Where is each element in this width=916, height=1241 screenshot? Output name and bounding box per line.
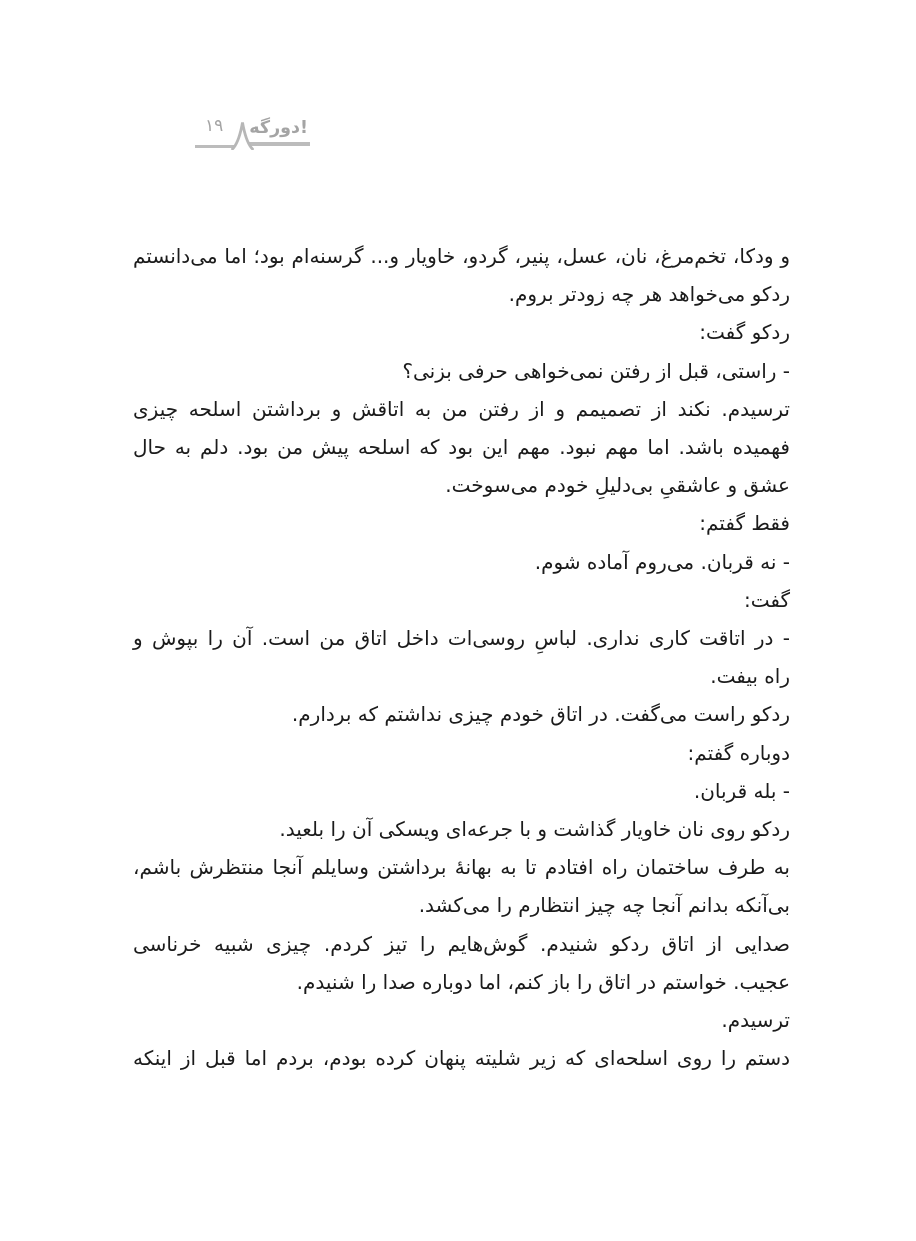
header-rule-right <box>249 142 310 146</box>
text-line: - راستی، قبل از رفتن نمی‌خواهی حرفی بزنی؟ <box>402 358 790 383</box>
text-line: فهمیده باشد. اما مهم نبود. مهم این بود که اسلحه پیش من بود. دلم به حال <box>133 435 790 460</box>
page-number: ۱۹ <box>205 116 224 136</box>
text-line: ردکو راست می‌گفت. در اتاق خودم چیزی نداشتم که بردارم. <box>291 702 790 727</box>
text-line: صدایی از اتاق ردکو شنیدم. گوش‌هایم را تیز کردم. چیزی شبیه خرناسی <box>133 931 790 956</box>
text-line: ردکو روی نان خاویار گذاشت و با جرعه‌ای ویسکی آن را بلعید. <box>279 817 790 842</box>
text-line: فقط گفتم: <box>699 511 790 536</box>
text-line: به طرف ساختمان راه افتادم تا به بهانهٔ برداشتن وسایلم آنجا منتظرش باشم، <box>133 855 790 880</box>
text-line: ترسیدم. <box>721 1008 790 1033</box>
text-line: ترسیدم. نکند از تصمیمم و از رفتن من به اتاقش و برداشتن اسلحه چیزی <box>133 396 790 421</box>
text-line: عشق و عاشقیِ بی‌دلیلِ خودم می‌سوخت. <box>445 473 790 498</box>
text-line: دستم را روی اسلحه‌ای که زیر شلیته پنهان کرده بودم، بردم اما قبل از اینکه <box>133 1046 790 1071</box>
text-line: ردکو گفت: <box>699 320 790 345</box>
text-line: - نه قربان. می‌روم آماده شوم. <box>534 549 790 574</box>
text-line: عجیب. خواستم در اتاق را باز کنم، اما دوباره صدا را شنیدم. <box>296 969 790 994</box>
running-head <box>195 112 310 150</box>
book-title: دورگه! <box>249 118 308 138</box>
text-line: ردکو می‌خواهد هر چه زودتر بروم. <box>508 282 790 307</box>
chevron-peak-icon <box>231 121 254 150</box>
text-line: راه بیفت. <box>710 664 790 689</box>
text-line: - در اتاقت کاری نداری. لباسِ روسی‌ات داخل اتاق من است. آن را بپوش و <box>133 626 790 651</box>
text-line: دوباره گفتم: <box>687 740 790 765</box>
text-block <box>133 237 790 1077</box>
text-line: و ودکا، تخم‌مرغ، نان، عسل، پنیر، گردو، خاویار و... گرسنه‌ام بود؛ اما می‌دانستم <box>133 244 790 268</box>
text-line: گفت: <box>743 587 790 612</box>
text-line: بی‌آنکه بدانم آنجا چه چیز انتظارم را می‌کشد. <box>418 893 790 918</box>
text-line: - بله قربان. <box>693 778 790 803</box>
